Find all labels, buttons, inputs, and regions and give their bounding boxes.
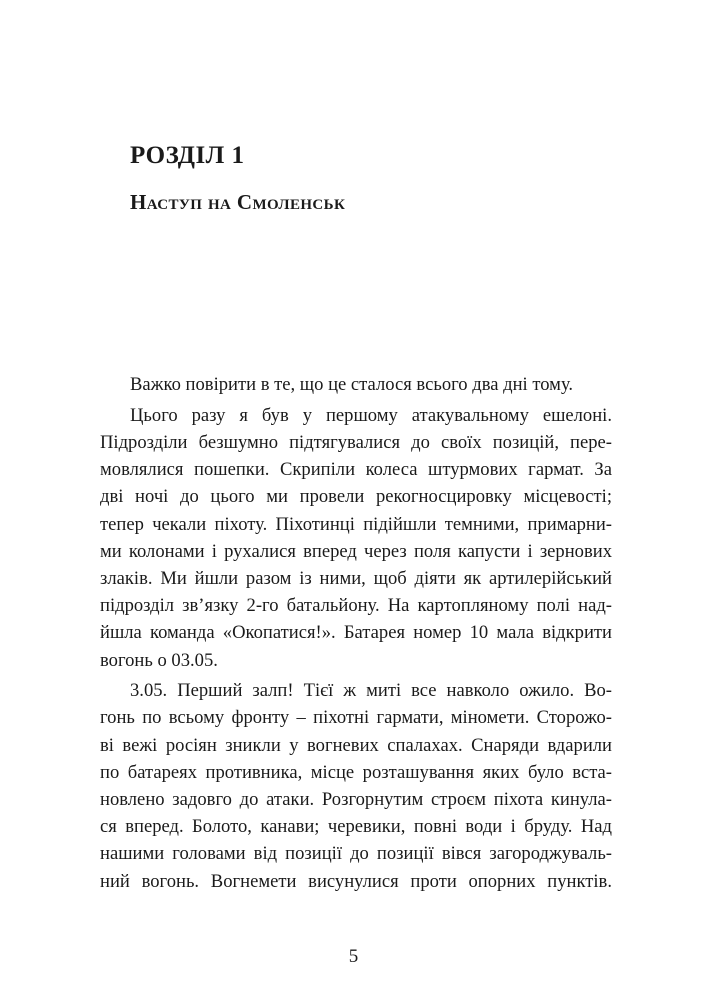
text-line: йшла команда «Окопатися!». Батарея номер 10 мала відкрити <box>100 622 612 644</box>
text-line: тепер чекали піхоту. Піхотинці підійшли темними, примарни- <box>100 513 612 535</box>
text-line: ми колонами і рухалися вперед через поля капусти і зернових <box>100 540 612 562</box>
text-line: ся вперед. Болото, канави; черевики, повні води і бруду. Над <box>100 816 612 838</box>
text-line: вогонь о 03.05. <box>100 649 218 671</box>
chapter-title: РОЗДІЛ 1 <box>130 142 245 169</box>
text-line: дві ночі до цього ми провели рекогносцировку місцевості; <box>100 486 612 508</box>
text-line: Підрозділи безшумно підтягувалися до своїх позицій, пере- <box>100 431 612 453</box>
chapter-subtitle: Наступ на Смоленськ <box>130 190 346 214</box>
text-line: мовлялися пошепки. Скрипіли колеса штурмових гармат. За <box>100 459 612 481</box>
body-text <box>100 371 612 898</box>
text-line: Цього разу я був у першому атакувальному ешелоні. <box>130 404 612 426</box>
paragraph <box>100 677 612 895</box>
paragraph <box>100 371 612 398</box>
text-line: гонь по всьому фронту – піхотні гармати, міномети. Сторожо- <box>100 707 612 729</box>
text-line: ві вежі росіян зникли у вогневих спалахах. Снаряди вдарили <box>100 734 612 756</box>
text-line: по батареях противника, місце розташування яких було вста- <box>100 761 612 783</box>
text-line: новлено задовго до атаки. Розгорнутим строєм піхота кинула- <box>100 789 612 811</box>
text-line: злаків. Ми йшли разом із ними, щоб діяти як артилерійський <box>100 567 612 589</box>
text-line: ний вогонь. Вогнемети висунулися проти опорних пунктів. <box>100 870 612 892</box>
paragraph <box>100 402 612 674</box>
page-number: 5 <box>348 946 359 967</box>
text-line: 3.05. Перший залп! Тієї ж миті все навколо ожило. Во- <box>130 680 612 702</box>
text-line: нашими головами від позиції до позиції вівся загороджуваль- <box>100 843 612 865</box>
text-line: Важко повірити в те, що це сталося всього два дні тому. <box>130 374 574 395</box>
text-line: підрозділ зв’язку 2-го батальйону. На картопляному полі над- <box>100 595 612 617</box>
